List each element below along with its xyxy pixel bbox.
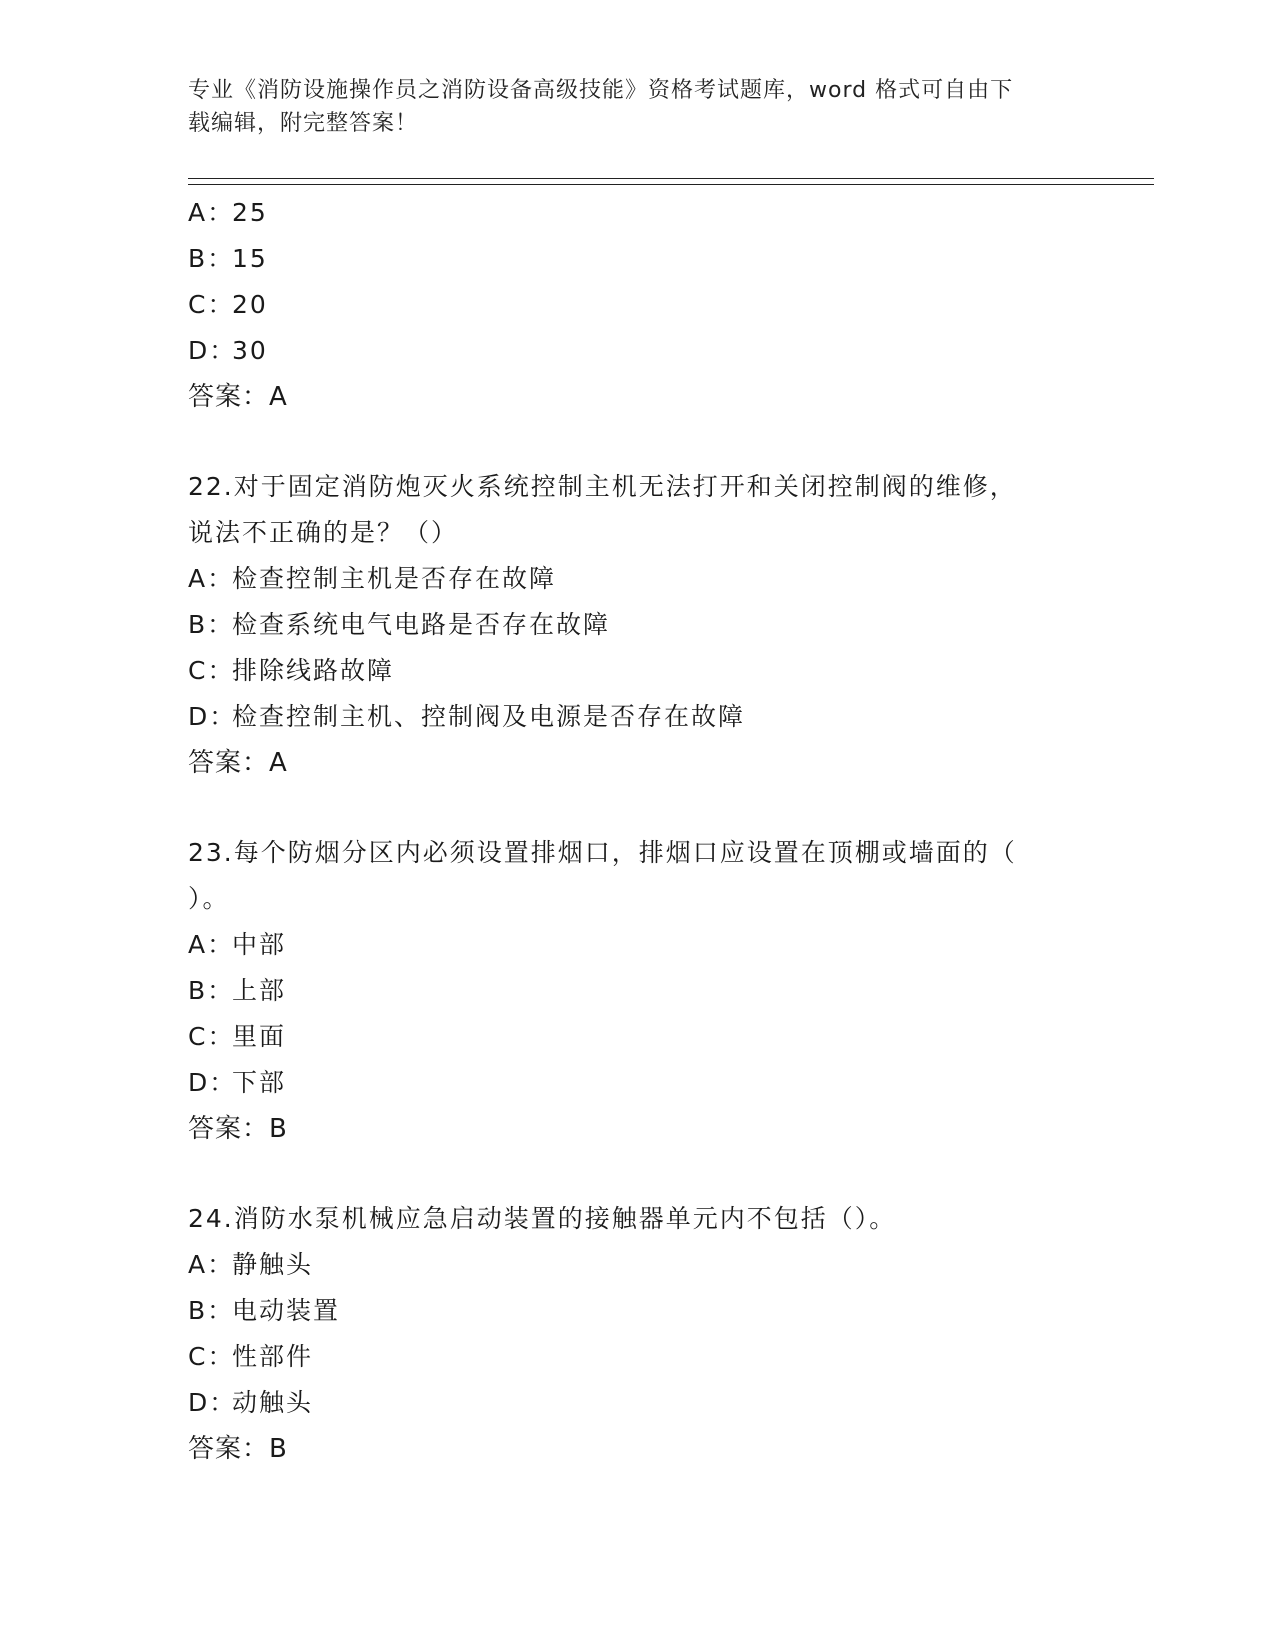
option-b (188, 968, 1088, 1014)
option-text: 排除线路故障 (232, 656, 395, 685)
option-text: 20 (232, 290, 268, 319)
question-stem: 23.每个防烟分区内必须设置排烟口，排烟口应设置在顶棚或墙面的（ (188, 838, 1017, 867)
option-b (188, 236, 1088, 282)
option-c (188, 1014, 1088, 1060)
answer: 答案：B (188, 1434, 288, 1464)
answer: 答案：A (188, 748, 288, 778)
option-key: B： (188, 1296, 235, 1325)
option-b (188, 1288, 1088, 1334)
option-text: 检查控制主机、控制阀及电源是否存在故障 (232, 702, 746, 731)
option-a (188, 922, 1088, 968)
option-key: A： (188, 930, 235, 959)
question-stem: 24.消防水泵机械应急启动装置的接触器单元内不包括（）。 (188, 1204, 897, 1233)
option-key: C： (188, 1022, 235, 1051)
option-text: 下部 (232, 1068, 287, 1097)
option-key: A： (188, 564, 235, 593)
question-list (188, 190, 1088, 1472)
spacer (188, 786, 1088, 830)
option-key: B： (188, 244, 235, 273)
question-stem: 22.对于固定消防炮灭火系统控制主机无法打开和关闭控制阀的维修， (188, 472, 1017, 501)
option-text: 15 (232, 244, 268, 273)
header-line-2: 载编辑，附完整答案！ (188, 111, 419, 136)
option-key: B： (188, 976, 235, 1005)
question-23 (188, 830, 1088, 1152)
option-key: D： (188, 1068, 237, 1097)
option-d (188, 1380, 1088, 1426)
option-text: 检查系统电气电路是否存在故障 (232, 610, 611, 639)
option-b (188, 602, 1088, 648)
option-key: C： (188, 290, 235, 319)
option-key: D： (188, 702, 237, 731)
option-a (188, 1242, 1088, 1288)
option-text: 里面 (232, 1022, 287, 1051)
question-stem-continued: 说法不正确的是？（） (188, 518, 459, 547)
option-key: A： (188, 198, 235, 227)
option-text: 25 (232, 198, 268, 227)
option-d (188, 328, 1088, 374)
option-d (188, 694, 1088, 740)
answer: 答案：A (188, 382, 288, 412)
answer: 答案：B (188, 1114, 288, 1144)
option-a (188, 190, 1088, 236)
header-divider (188, 178, 1154, 185)
document-header (188, 74, 1088, 140)
option-key: C： (188, 1342, 235, 1371)
option-text: 中部 (232, 930, 287, 959)
option-key: D： (188, 1388, 237, 1417)
option-text: 30 (232, 336, 268, 365)
option-c (188, 282, 1088, 328)
question-21 (188, 190, 1088, 420)
option-d (188, 1060, 1088, 1106)
option-key: C： (188, 656, 235, 685)
option-text: 电动装置 (232, 1296, 341, 1325)
spacer (188, 420, 1088, 464)
option-key: B： (188, 610, 235, 639)
question-24 (188, 1196, 1088, 1472)
option-key: D： (188, 336, 237, 365)
question-22 (188, 464, 1088, 786)
option-c (188, 648, 1088, 694)
option-text: 静触头 (232, 1250, 314, 1279)
option-text: 检查控制主机是否存在故障 (232, 564, 557, 593)
option-a (188, 556, 1088, 602)
option-text: 上部 (232, 976, 287, 1005)
spacer (188, 1152, 1088, 1196)
question-stem-continued: ）。 (188, 884, 230, 913)
header-line-1: 专业《消防设施操作员之消防设备高级技能》资格考试题库，word 格式可自由下 (188, 78, 1014, 103)
option-text: 性部件 (232, 1342, 314, 1371)
option-key: A： (188, 1250, 235, 1279)
option-text: 动触头 (232, 1388, 314, 1417)
option-c (188, 1334, 1088, 1380)
